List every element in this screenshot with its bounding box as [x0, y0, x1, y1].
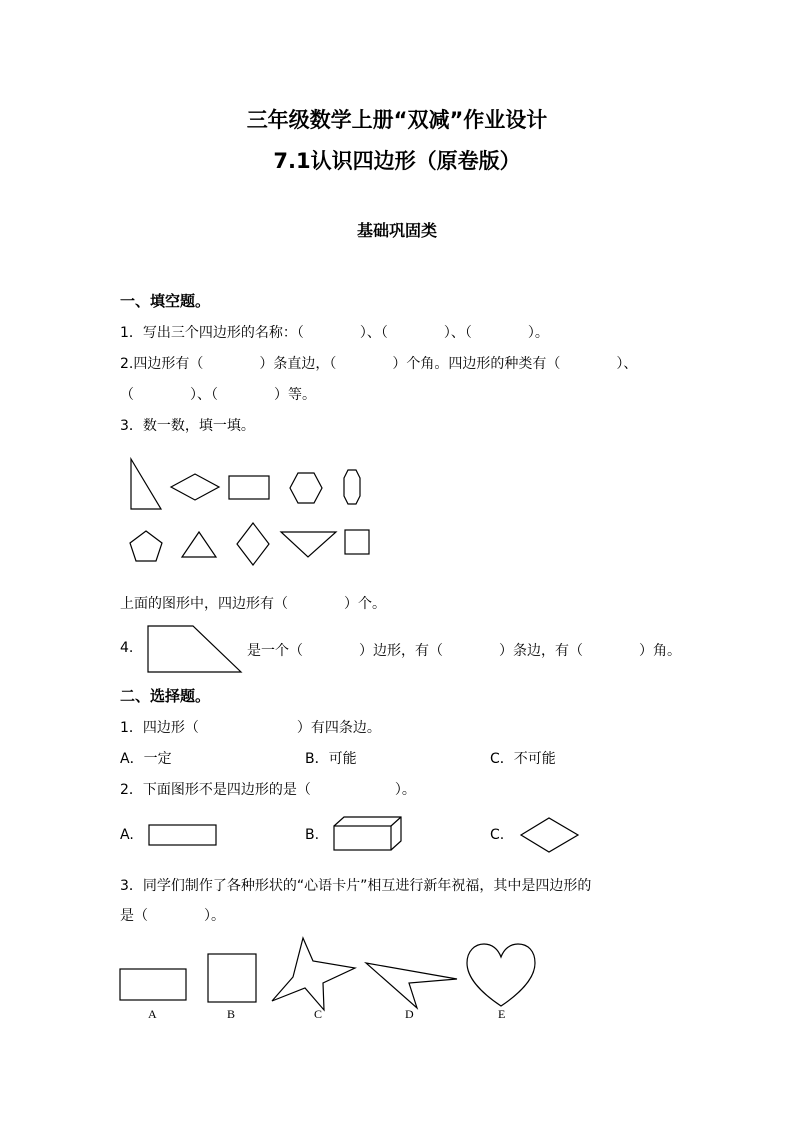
section-2-heading: 二、选择题。 [120, 687, 211, 705]
card-c-star [272, 938, 355, 1010]
s1-question-4-number: 4. [120, 640, 134, 656]
title-line-1: 三年级数学上册“双减”作业设计 [246, 108, 548, 132]
s2-question-3-line-1: 3．同学们制作了各种形状的“心语卡片”相互进行新年祝福，其中是四边形的 [120, 878, 592, 894]
s2-q2-option-c: C. [490, 827, 505, 843]
s2-question-1: 1．四边形（ ）有四条边。 [120, 720, 381, 736]
s2-q1-option-b: B．可能 [305, 751, 357, 767]
section-1-heading: 一、填空题。 [120, 292, 211, 310]
s1-question-1: 1．写出三个四边形的名称：（ ）、（ ）、（ ）。 [120, 325, 549, 341]
s2-q2-option-a: A. [120, 827, 134, 843]
card-b-square [208, 954, 256, 1002]
s2-question-2: 2．下面图形不是四边形的是（ ）。 [120, 782, 416, 798]
s1-question-4-text: 是一个（ ）边形，有（ ）条边，有（ ）角。 [247, 643, 681, 659]
card-label-c: C [314, 1007, 323, 1021]
s2-q1-option-c: C．不可能 [490, 751, 556, 767]
card-d-triangle [366, 963, 457, 1008]
card-e-heart [467, 944, 535, 1006]
card-label-d: D [405, 1007, 414, 1021]
s1-question-2-line-1: 2.四边形有（ ）条直边，（ ）个角。四边形的种类有（ ）、 [120, 356, 638, 372]
title-line-2: 7.1认识四边形（原卷版） [273, 149, 521, 173]
card-label-b: B [227, 1007, 236, 1021]
s1-question-2-line-2: （ ）、（ ）等。 [120, 387, 316, 403]
s2-question-3-line-2: 是（ ）。 [120, 908, 225, 924]
s2-q1-option-a: A．一定 [120, 751, 172, 767]
card-label-a: A [148, 1007, 157, 1021]
s1-question-3-answer: 上面的图形中，四边形有（ ）个。 [120, 596, 386, 612]
card-label-e: E [498, 1007, 506, 1021]
category-heading: 基础巩固类 [356, 221, 437, 240]
s2-q2-option-b: B. [305, 827, 320, 843]
s1-question-3: 3．数一数，填一填。 [120, 418, 255, 434]
card-a-rectangle [120, 969, 186, 1000]
